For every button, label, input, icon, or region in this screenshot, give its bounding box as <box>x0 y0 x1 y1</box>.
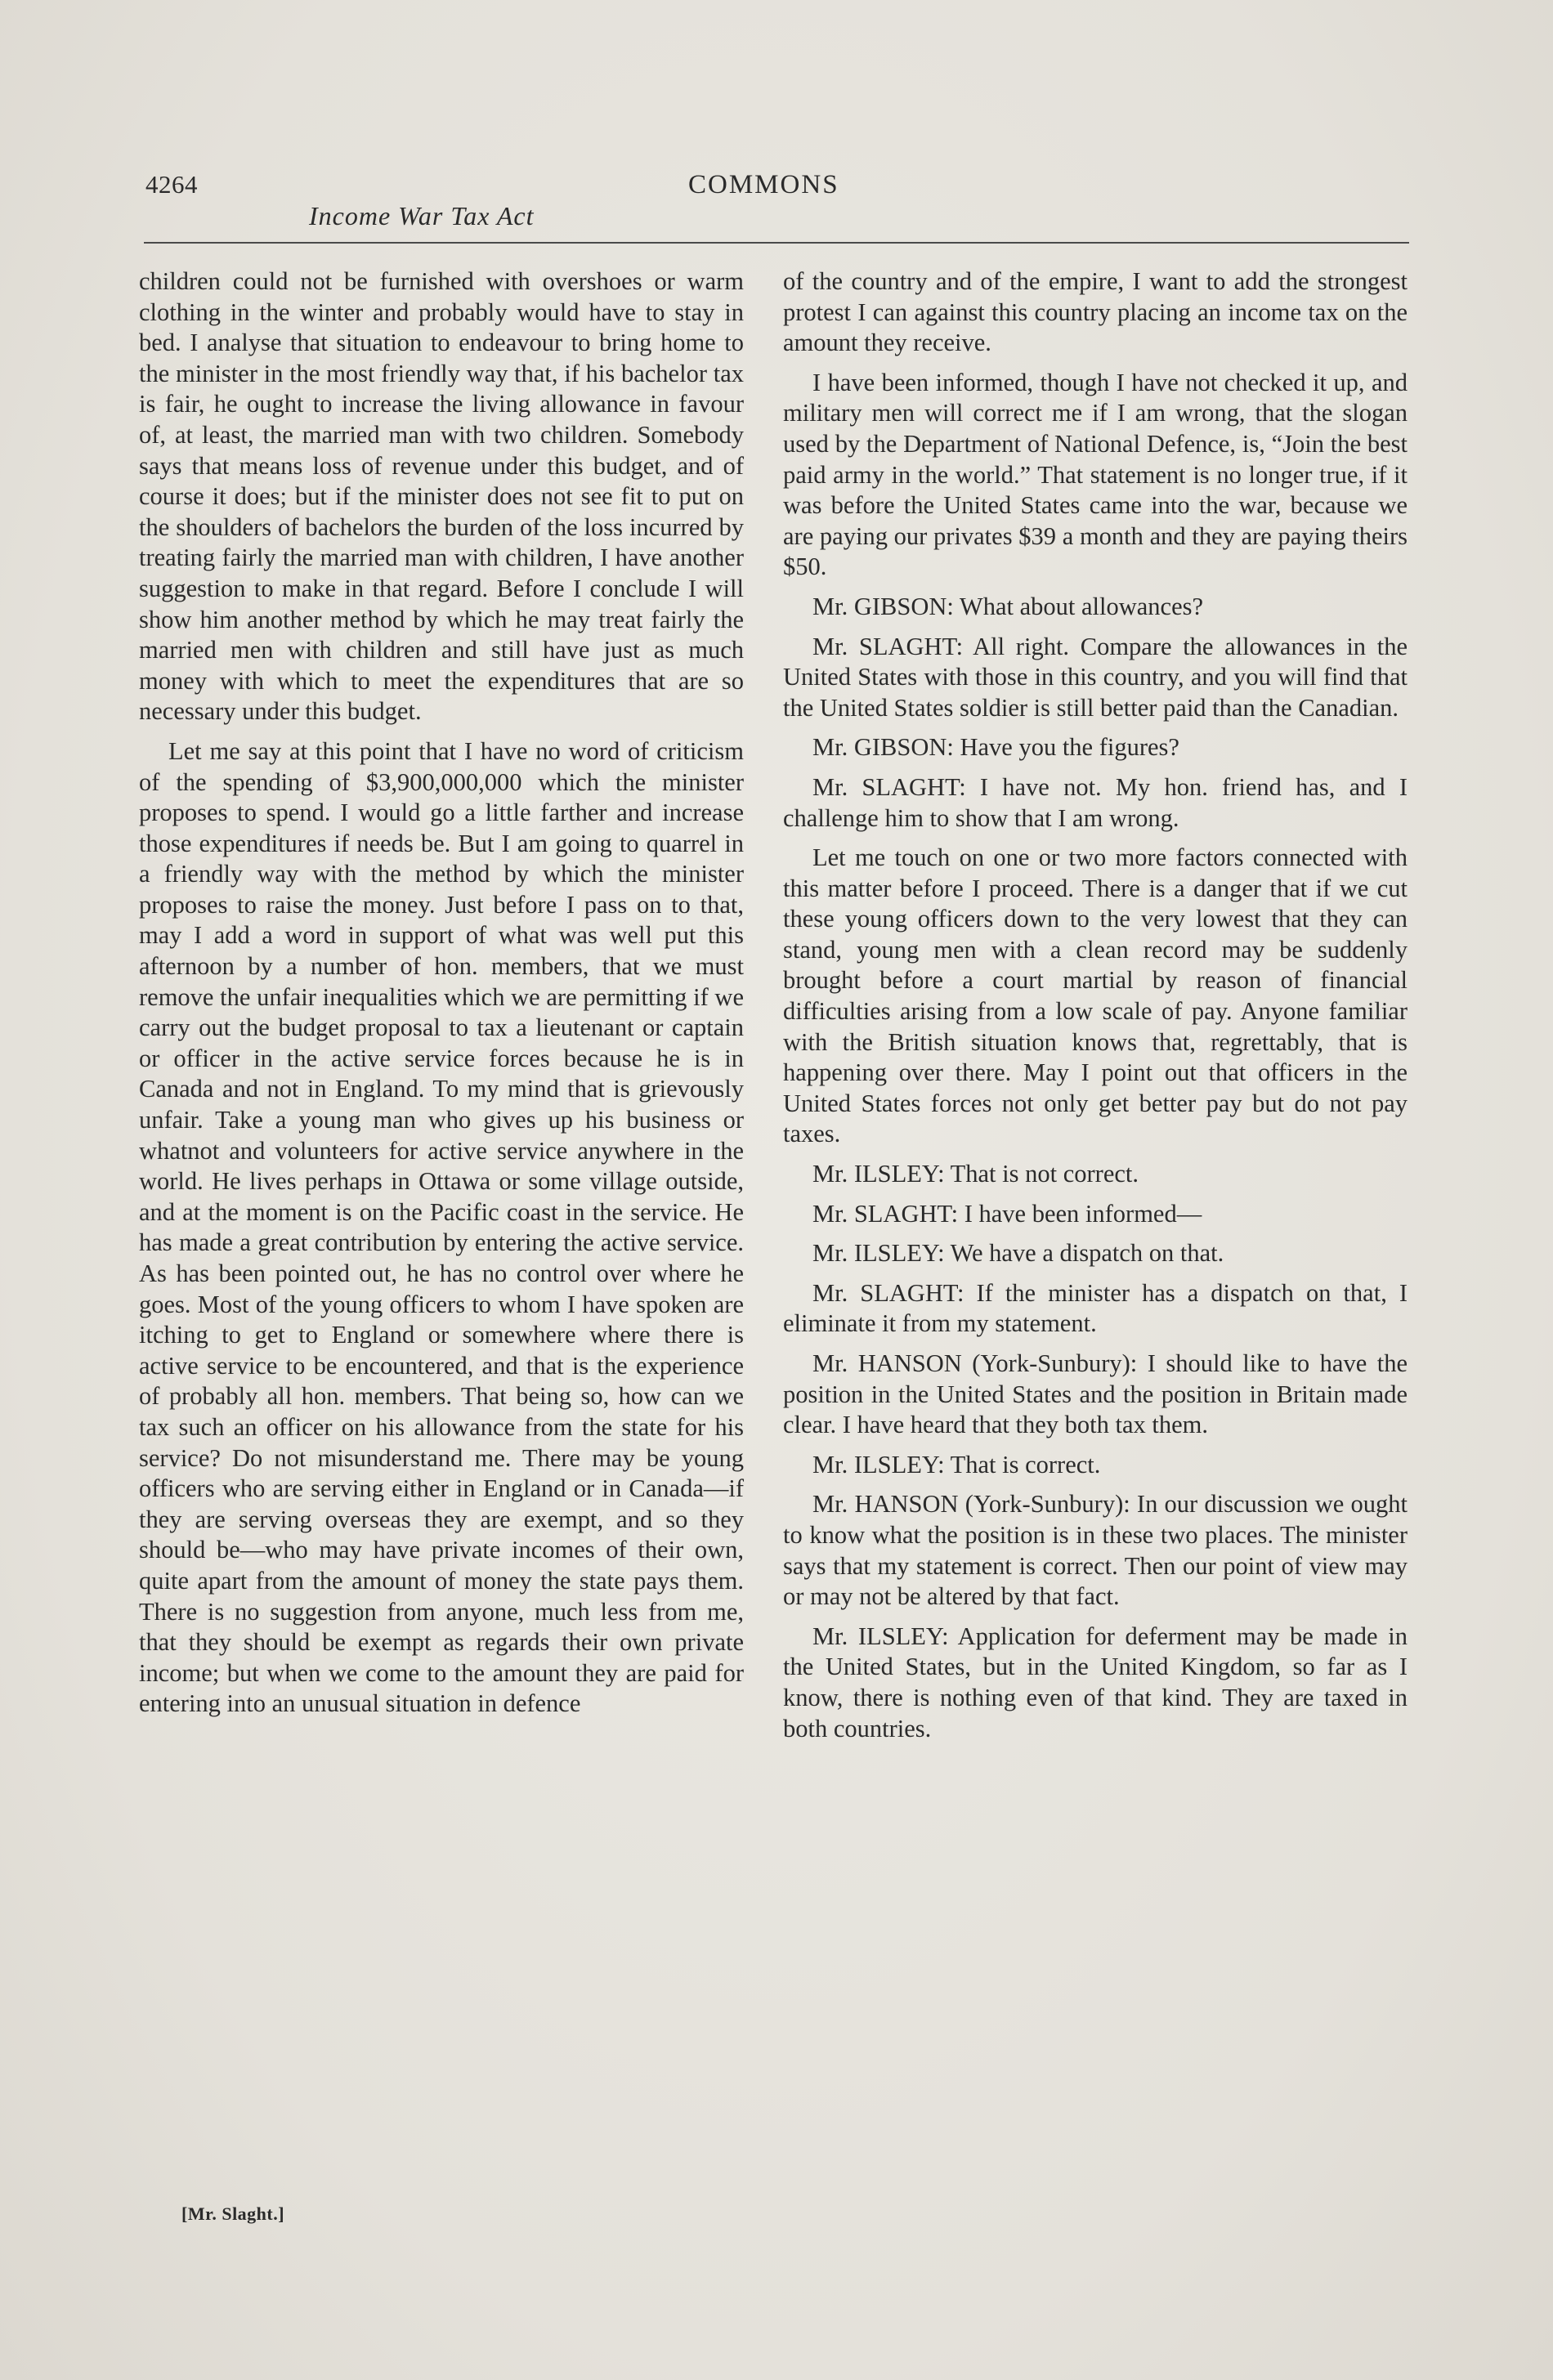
header-rule <box>144 242 1409 244</box>
paragraph: Mr. GIBSON: Have you the figures? <box>812 733 1179 762</box>
paragraph: Mr. HANSON (York-Sunbury): In our discussion we ought to know what the position is in these two places. The minister says that my statement is correct. Then our point of view may or may not be altered by that fact. <box>783 1490 1408 1611</box>
paragraph: Mr. ILSLEY: That is correct. <box>812 1450 1101 1479</box>
paragraph: children could not be furnished with overshoes or warm clothing in the winter and probably would have to stay in bed. I analyse that situation to endeavour to bring home to the minister in the most friendly way that, if his bachelor tax is fair, he ought to increase the living allowance in favour of, at least, the married man with two children. Somebody says that means loss of revenue under this budget, and of course it does; but if the minister does not see fit to put on the shoulders of bachelors the burden of the loss incurred by treating fairly the married man with children, I have another suggestion to make in that regard. Before I conclude I will show him another method by which he may treat fairly the married men with children and still have just as much money with which to meet the expenditures that are so necessary under this budget. <box>139 267 744 726</box>
paragraph: I have been informed, though I have not checked it up, and military men will correct me if I am wrong, that the slogan used by the Department of National Defence, is, “Join the best paid army in the world.” That statement is no longer true, if it was before the United States came into the war, because we are paying our privates $39 a month and they are paying theirs $50. <box>783 368 1408 581</box>
paragraph: Mr. GIBSON: What about allowances? <box>812 592 1204 620</box>
page-number: 4264 <box>145 170 198 199</box>
page-header-title: COMMONS <box>688 170 839 199</box>
paragraph: Let me say at this point that I have no word of criticism of the spending of $3,900,000,000 which the minister proposes to spend. I would go a little farther and increase those expenditures if needs be. But I am going to quarrel in a friendly way with the method by which the minister proposes to raise the money. Just before I pass on to that, may I add a word in support of what was well put this afternoon by a number of hon. members, that we must remove the unfair inequalities which we are permitting if we carry out the budget proposal to tax a lieutenant or captain or officer in the active service forces because he is in Canada and not in England. To my mind that is grievously unfair. Take a young man who gives up his business or whatnot and volunteers for active service anywhere in the world. He lives perhaps in Ottawa or some village outside, and at the moment is on the Pacific coast in the service. He has made a great contribution by entering the active service. As has been pointed out, he has no control over where he goes. Most of the young officers to whom I have spoken are itching to get to England or somewhere where there is active service to be encountered, and that is the experience of probably all hon. members. That being so, how can we tax such an officer on his allowance from the state for his service? Do not misunderstand me. There may be young officers who are serving either in England or in Canada—if they are serving overseas they are exempt, and so they should be—who may have private incomes of their own, quite apart from the amount of money the state pays them. There is no suggestion from anyone, much less from me, that they should be exempt as regards their own private income; but when we come to the amount they are paid for entering into an unusual situation in defence <box>139 736 744 1718</box>
paragraph: Mr. SLAGHT: If the minister has a dispatch on that, I eliminate it from my statement. <box>783 1278 1408 1338</box>
paragraph: Mr. ILSLEY: Application for deferment may be made in the United States, but in the United Kingdom, so far as I know, there is nothing even of that kind. They are taxed in both countries. <box>783 1622 1408 1742</box>
paragraph: Mr. ILSLEY: That is not correct. <box>812 1160 1139 1188</box>
right-column <box>783 266 1408 1753</box>
paragraph: Mr. SLAGHT: All right. Compare the allowances in the United States with those in this country, and you will find that the United States soldier is still better paid than the Canadian. <box>783 632 1408 722</box>
page-header-subtitle: Income War Tax Act <box>309 201 535 230</box>
speaker-footnote: [Mr. Slaght.] <box>181 2203 285 2224</box>
paragraph: Mr. ILSLEY: We have a dispatch on that. <box>812 1239 1224 1268</box>
paragraph: Mr. SLAGHT: I have been informed— <box>812 1199 1202 1228</box>
paragraph: of the country and of the empire, I want to add the strongest protest I can against this country placing an income tax on the amount they receive. <box>783 267 1408 357</box>
left-column <box>139 266 744 1729</box>
paragraph: Mr. SLAGHT: I have not. My hon. friend has, and I challenge him to show that I am wrong. <box>783 772 1408 832</box>
paragraph: Mr. HANSON (York-Sunbury): I should like to have the position in the United States and the position in Britain made clear. I have heard that they both tax them. <box>783 1349 1408 1439</box>
paragraph: Let me touch on one or two more factors connected with this matter before I proceed. There is a danger that if we cut these young officers down to the very lowest that they can stand, young men with a clean record may be suddenly brought before a court martial by reason of financial difficulties arising from a low scale of pay. Anyone familiar with the British situation knows that, regrettably, that is happening over there. May I point out that officers in the United States forces not only get better pay but do not pay taxes. <box>783 843 1408 1148</box>
